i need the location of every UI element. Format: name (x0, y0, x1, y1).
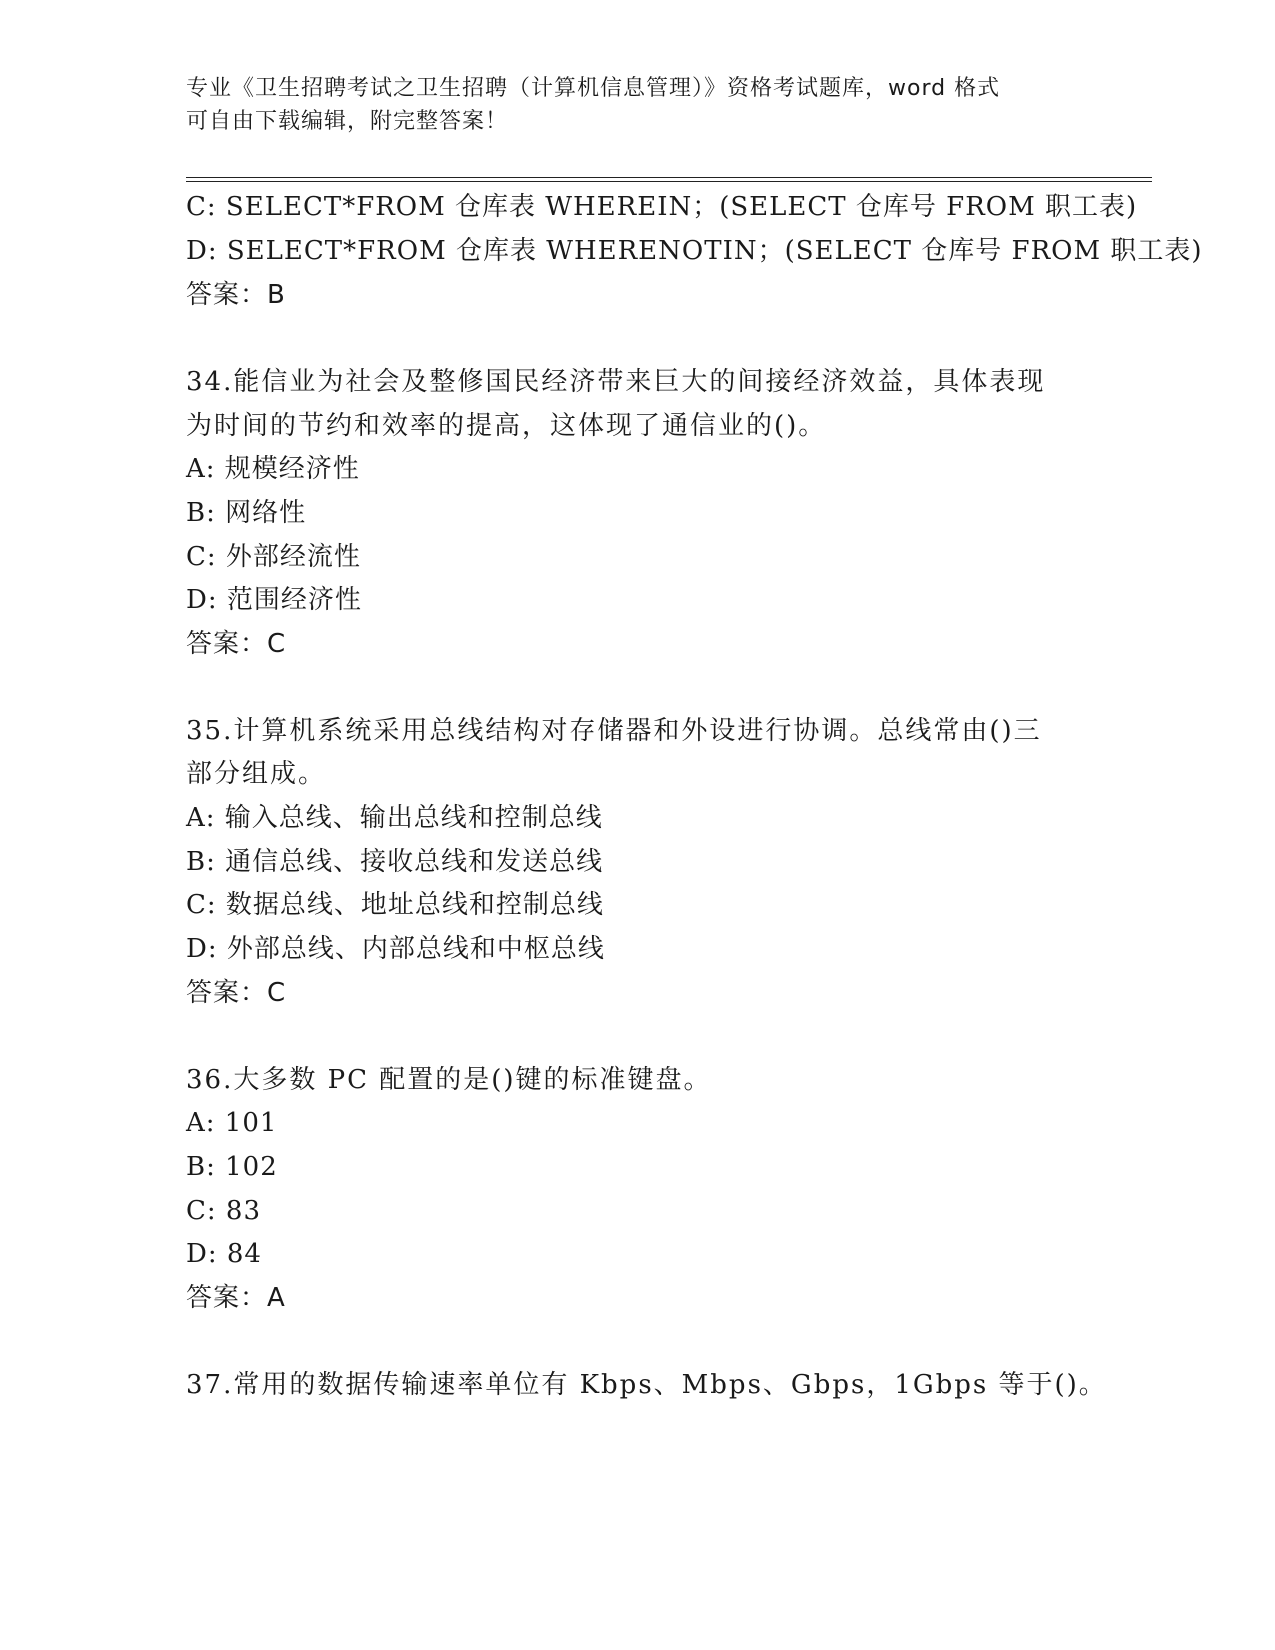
q37-stem: 37.常用的数据传输速率单位有 Kbps、Mbps、Gbps，1Gbps 等于()。 (186, 1370, 1107, 1400)
header-divider-top (186, 177, 1152, 178)
q35-answer: 答案：C (186, 978, 287, 1008)
q36-option-a: A: 101 (186, 1108, 278, 1138)
prev-option-d: D: SELECT*FROM 仓库表 WHERENOTIN；(SELECT 仓库号 FROM 职工表) (186, 236, 1203, 266)
prev-answer: 答案：B (186, 280, 286, 310)
header-line-2: 可自由下载编辑，附完整答案！ (186, 109, 509, 134)
prev-option-c: C: SELECT*FROM 仓库表 WHEREIN；(SELECT 仓库号 FROM 职工表) (186, 192, 1138, 222)
q36-stem: 36.大多数 PC 配置的是()键的标准键盘。 (186, 1065, 712, 1095)
q35-stem-line-2: 部分组成。 (186, 759, 327, 789)
q34-option-b: B: 网络性 (186, 498, 307, 528)
q35-option-b: B: 通信总线、接收总线和发送总线 (186, 847, 604, 877)
q34-stem-line-1: 34.能信业为社会及整修国民经济带来巨大的间接经济效益，具体表现 (186, 367, 1046, 397)
header-divider-bottom (186, 181, 1152, 182)
q35-option-d: D: 外部总线、内部总线和中枢总线 (186, 934, 605, 964)
document-header (186, 72, 1066, 138)
q36-option-c: C: 83 (186, 1196, 262, 1226)
q34-answer: 答案：C (186, 629, 287, 659)
header-line-1: 专业《卫生招聘考试之卫生招聘（计算机信息管理）》资格考试题库，word 格式 (186, 76, 1001, 101)
q35-option-c: C: 数据总线、地址总线和控制总线 (186, 890, 604, 920)
q35-option-a: A: 输入总线、输出总线和控制总线 (186, 803, 603, 833)
q36-option-d: D: 84 (186, 1239, 262, 1269)
q34-option-c: C: 外部经流性 (186, 542, 361, 572)
q34-stem-line-2: 为时间的节约和效率的提高，这体现了通信业的()。 (186, 411, 827, 441)
q36-option-b: B: 102 (186, 1152, 278, 1182)
q35-stem-line-1: 35.计算机系统采用总线结构对存储器和外设进行协调。总线常由()三 (186, 716, 1042, 746)
q36-answer: 答案：A (186, 1283, 286, 1313)
q34-option-a: A: 规模经济性 (186, 454, 360, 484)
q34-option-d: D: 范围经济性 (186, 585, 362, 615)
